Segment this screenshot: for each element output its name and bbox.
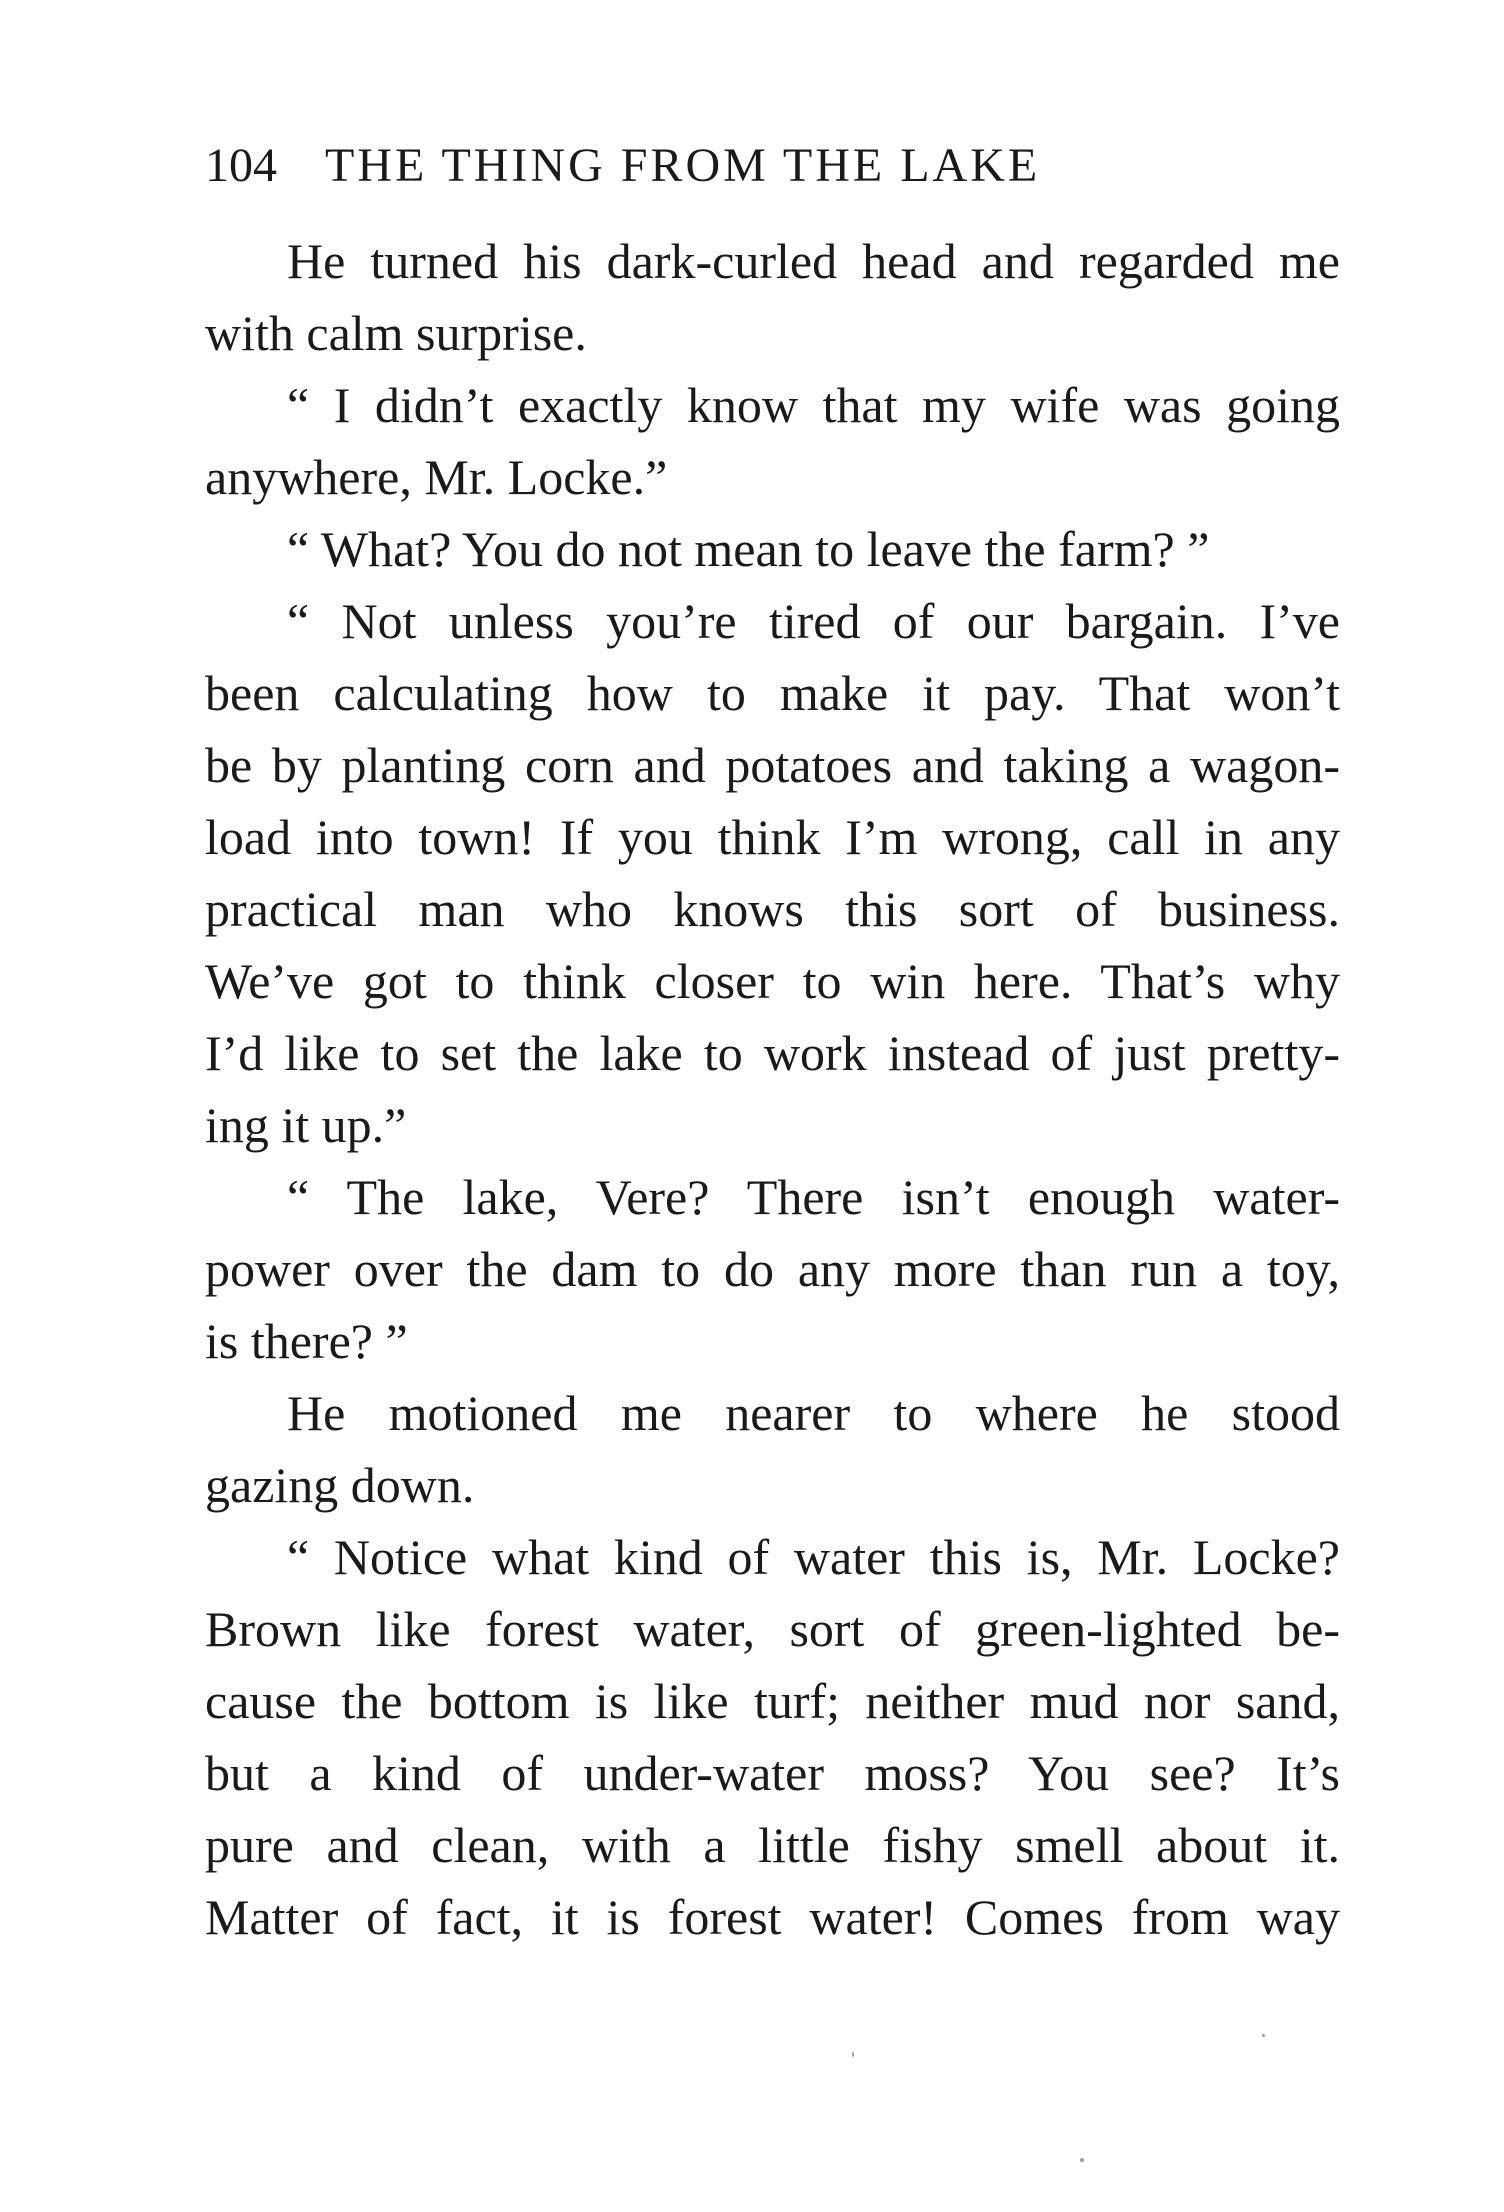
text-line: “ I didn’t exactly know that my wife was going (287, 377, 1340, 433)
text-line: Matter of fact, it is forest water! Comes from way (205, 1889, 1340, 1945)
page-speck (1262, 2034, 1265, 2037)
body-text (205, 225, 1340, 1953)
running-title: THE THING FROM THE LAKE (325, 139, 1041, 192)
text-line: be by planting corn and potatoes and taking a wagon- (205, 737, 1340, 793)
text-line: power over the dam to do any more than run a toy, (205, 1241, 1340, 1297)
text-line: We’ve got to think closer to win here. That’s why (205, 953, 1340, 1009)
running-head (205, 136, 1340, 196)
text-line: with calm surprise. (205, 305, 587, 361)
text-line: “ Notice what kind of water this is, Mr. Locke? (287, 1529, 1340, 1585)
text-line: gazing down. (205, 1457, 475, 1513)
page-speck (1080, 2158, 1084, 2162)
text-line: been calculating how to make it pay. That won’t (205, 665, 1340, 721)
text-line: cause the bottom is like turf; neither mud nor sand, (205, 1673, 1340, 1729)
text-line: but a kind of under-water moss? You see? It’s (205, 1745, 1340, 1801)
page-speck (852, 2052, 854, 2057)
text-line: is there? ” (205, 1313, 408, 1369)
text-line: He motioned me nearer to where he stood (287, 1385, 1340, 1441)
text-line: practical man who knows this sort of business. (205, 881, 1340, 937)
page-number: 104 (205, 139, 277, 192)
text-line: “ What? You do not mean to leave the farm? ” (287, 521, 1210, 577)
text-line: “ Not unless you’re tired of our bargain. I’ve (287, 593, 1340, 649)
text-line: I’d like to set the lake to work instead of just pretty- (205, 1025, 1340, 1081)
text-line: load into town! If you think I’m wrong, call in any (205, 809, 1340, 865)
text-line: He turned his dark-curled head and regarded me (287, 233, 1340, 289)
text-line: ing it up.” (205, 1097, 407, 1153)
text-line: Brown like forest water, sort of green-lighted be- (205, 1601, 1340, 1657)
text-line: pure and clean, with a little fishy smell about it. (205, 1817, 1340, 1873)
text-line: anywhere, Mr. Locke.” (205, 449, 668, 505)
text-line: “ The lake, Vere? There isn’t enough water- (287, 1169, 1340, 1225)
